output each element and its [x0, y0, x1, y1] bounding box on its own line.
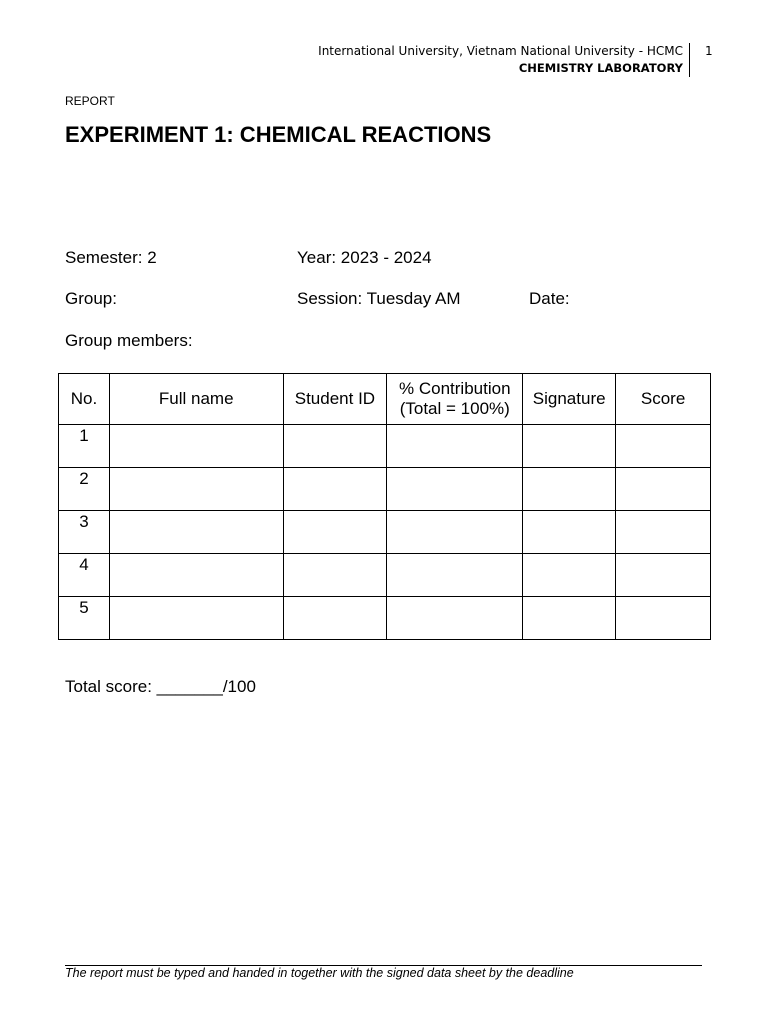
- page-header: [318, 43, 690, 77]
- full-name-cell[interactable]: [109, 554, 283, 597]
- footer-note: The report must be typed and handed in together with the signed data sheet by the deadline: [65, 966, 574, 980]
- row-number: 5: [59, 597, 110, 640]
- contribution-cell[interactable]: [387, 468, 523, 511]
- group-members-label: Group members:: [65, 331, 193, 350]
- contribution-cell[interactable]: [387, 554, 523, 597]
- score-cell[interactable]: [616, 597, 711, 640]
- page-number: 1: [705, 44, 713, 58]
- signature-cell[interactable]: [523, 468, 616, 511]
- row-number: 3: [59, 511, 110, 554]
- student-id-cell[interactable]: [283, 511, 387, 554]
- contribution-header-line1: % Contribution: [399, 379, 511, 398]
- student-id-cell[interactable]: [283, 468, 387, 511]
- table-row: [59, 554, 711, 597]
- score-cell[interactable]: [616, 511, 711, 554]
- report-label: REPORT: [65, 94, 115, 108]
- contribution-cell[interactable]: [387, 425, 523, 468]
- table-header-row: [59, 374, 711, 425]
- date-field: Date:: [529, 289, 570, 308]
- header-department: CHEMISTRY LABORATORY: [518, 61, 683, 75]
- group-members-table: [58, 373, 711, 640]
- total-score-line: Total score: _______/100: [65, 677, 256, 696]
- row-number: 2: [59, 468, 110, 511]
- row-number: 1: [59, 425, 110, 468]
- session-field: Session: Tuesday AM: [297, 289, 461, 308]
- table-row: [59, 425, 711, 468]
- signature-cell[interactable]: [523, 511, 616, 554]
- score-cell[interactable]: [616, 468, 711, 511]
- signature-cell[interactable]: [523, 554, 616, 597]
- row-number: 4: [59, 554, 110, 597]
- table-row: [59, 597, 711, 640]
- year-field: Year: 2023 - 2024: [297, 248, 432, 267]
- page-title: EXPERIMENT 1: CHEMICAL REACTIONS: [65, 122, 492, 147]
- semester-field: Semester: 2: [65, 248, 157, 267]
- score-cell[interactable]: [616, 554, 711, 597]
- contribution-cell[interactable]: [387, 597, 523, 640]
- table-row: [59, 468, 711, 511]
- group-field: Group:: [65, 289, 117, 308]
- col-header-contribution: [387, 374, 523, 425]
- student-id-cell[interactable]: [283, 597, 387, 640]
- col-header-student-id: Student ID: [283, 374, 387, 425]
- signature-cell[interactable]: [523, 597, 616, 640]
- contribution-header-line2: (Total = 100%): [399, 399, 510, 418]
- score-cell[interactable]: [616, 425, 711, 468]
- full-name-cell[interactable]: [109, 597, 283, 640]
- full-name-cell[interactable]: [109, 425, 283, 468]
- col-header-signature: Signature: [523, 374, 616, 425]
- col-header-no: No.: [59, 374, 110, 425]
- student-id-cell[interactable]: [283, 425, 387, 468]
- signature-cell[interactable]: [523, 425, 616, 468]
- table-row: [59, 511, 711, 554]
- student-id-cell[interactable]: [283, 554, 387, 597]
- contribution-cell[interactable]: [387, 511, 523, 554]
- full-name-cell[interactable]: [109, 511, 283, 554]
- header-institution: International University, Vietnam National University - HCMC: [318, 44, 683, 58]
- col-header-score: Score: [616, 374, 711, 425]
- full-name-cell[interactable]: [109, 468, 283, 511]
- col-header-full-name: Full name: [109, 374, 283, 425]
